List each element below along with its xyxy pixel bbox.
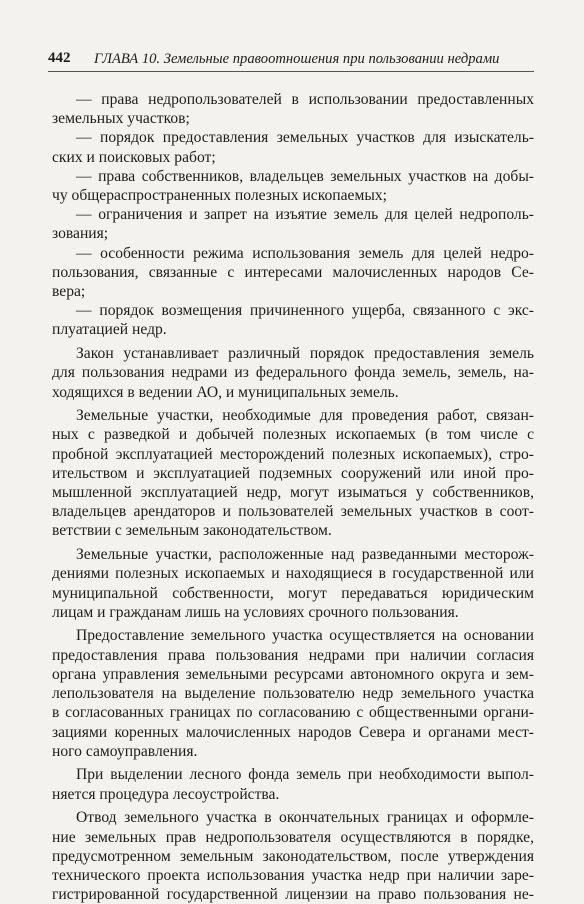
text-line: ходящихся в ведении АО, и муниципальных земель. xyxy=(52,383,399,401)
paragraph xyxy=(52,344,534,402)
text-line: зациями коренных малочисленных народов Севера и органами мест- xyxy=(52,723,534,741)
text-line: пробной эксплуатацией месторождений полезных ископаемых), стро- xyxy=(52,445,534,463)
text-line: Закон устанавливает различный порядок предоставления земель xyxy=(76,345,534,363)
text-line: предоставления права пользования недрами при наличии согласия xyxy=(52,646,534,664)
text-line: технического проекта использования участка недр при наличии заре- xyxy=(52,866,534,884)
text-line: дениями полезных ископаемых и находящиеся в государственной или xyxy=(52,565,534,583)
text-line: — права собственников, владельцев земельных участков на добы- xyxy=(76,167,534,185)
text-line: ние земельных прав недропользователя осуществляются в порядке, xyxy=(52,828,534,846)
text-line: Земельные участки, расположенные над разведанными месторож- xyxy=(76,546,534,564)
paragraph xyxy=(52,808,534,904)
text-line: ветствии с земельным законодательством. xyxy=(52,522,332,540)
text-line: мышленной эксплуатацией недр, могут изыматься у собственников, xyxy=(52,484,534,502)
paragraph xyxy=(52,244,534,302)
text-line: ительством и эксплуатацией подземных сооружений или иной про- xyxy=(52,464,534,482)
paragraph xyxy=(52,626,534,760)
text-line: лепользователя на выделение пользователю недр земельного участка xyxy=(52,685,534,703)
text-line: — порядок предоставления земельных участков для изыскатель- xyxy=(76,129,534,147)
text-line: зования; xyxy=(52,225,109,243)
text-line: чу общераспространенных полезных ископаемых; xyxy=(52,187,387,205)
text-line: — права недропользователей в использовании предоставленных xyxy=(76,91,534,108)
text-line: земельных участков; xyxy=(52,110,190,128)
paragraph xyxy=(52,406,534,540)
text-line: владельцев арендаторов и пользователей земельных участков в соот- xyxy=(52,503,534,521)
text-line: Отвод земельного участка в окончательных границах и оформле- xyxy=(76,809,534,827)
text-line: для пользования недрами из федерального фонда земель, земель, на- xyxy=(52,364,534,382)
page-number: 442 xyxy=(48,50,71,66)
page-body xyxy=(52,90,534,904)
page-header xyxy=(48,50,535,70)
paragraph xyxy=(52,765,534,803)
text-line: ских и поисковых работ; xyxy=(52,148,216,166)
paragraph xyxy=(52,205,534,243)
text-line: — ограничения и запрет на изъятие земель для целей недрополь- xyxy=(76,206,534,224)
text-line: Предоставление земельного участка осуществляется на основании xyxy=(76,627,534,645)
text-line: Земельные участки, необходимые для проведения работ, связан- xyxy=(76,407,534,425)
text-line: — порядок возмещения причиненного ущерба, связанного с экс- xyxy=(76,302,534,320)
running-title: ГЛАВА 10. Земельные правоотношения при пользовании недрами xyxy=(94,51,500,67)
text-line: предусмотренном земельным законодательством, после утверждения xyxy=(52,847,534,865)
text-line: в согласованных границах по согласованию с общественными органи- xyxy=(52,704,534,722)
paragraph xyxy=(52,90,534,128)
text-line: ных с разведкой и добычей полезных ископаемых (в том числе с xyxy=(52,426,534,444)
text-line: гистрированной государственной лицензии на право пользования не- xyxy=(52,886,534,904)
text-line: лицам и гражданам лишь на условиях срочного пользования. xyxy=(52,603,459,621)
text-line: пользования, связанные с интересами малочисленных народов Се- xyxy=(52,263,534,281)
text-line: плуатацией недр. xyxy=(52,321,167,339)
paragraph xyxy=(52,301,534,339)
paragraph xyxy=(52,128,534,166)
text-line: органа управления земельными ресурсами автономного округа и зем- xyxy=(52,665,534,683)
paragraph xyxy=(52,167,534,205)
text-line: муниципальной собственности, могут передаваться юридическим xyxy=(52,584,534,602)
text-line: няется процедура лесоустройства. xyxy=(52,785,280,803)
text-line: ного самоуправления. xyxy=(52,742,198,760)
header-rule xyxy=(48,71,534,72)
text-line: При выделении лесного фонда земель при необходимости выпол- xyxy=(76,766,534,784)
paragraph xyxy=(52,545,534,622)
text-line: вера; xyxy=(52,283,86,301)
text-line: — особенности режима использования земель для целей недро- xyxy=(76,244,534,262)
